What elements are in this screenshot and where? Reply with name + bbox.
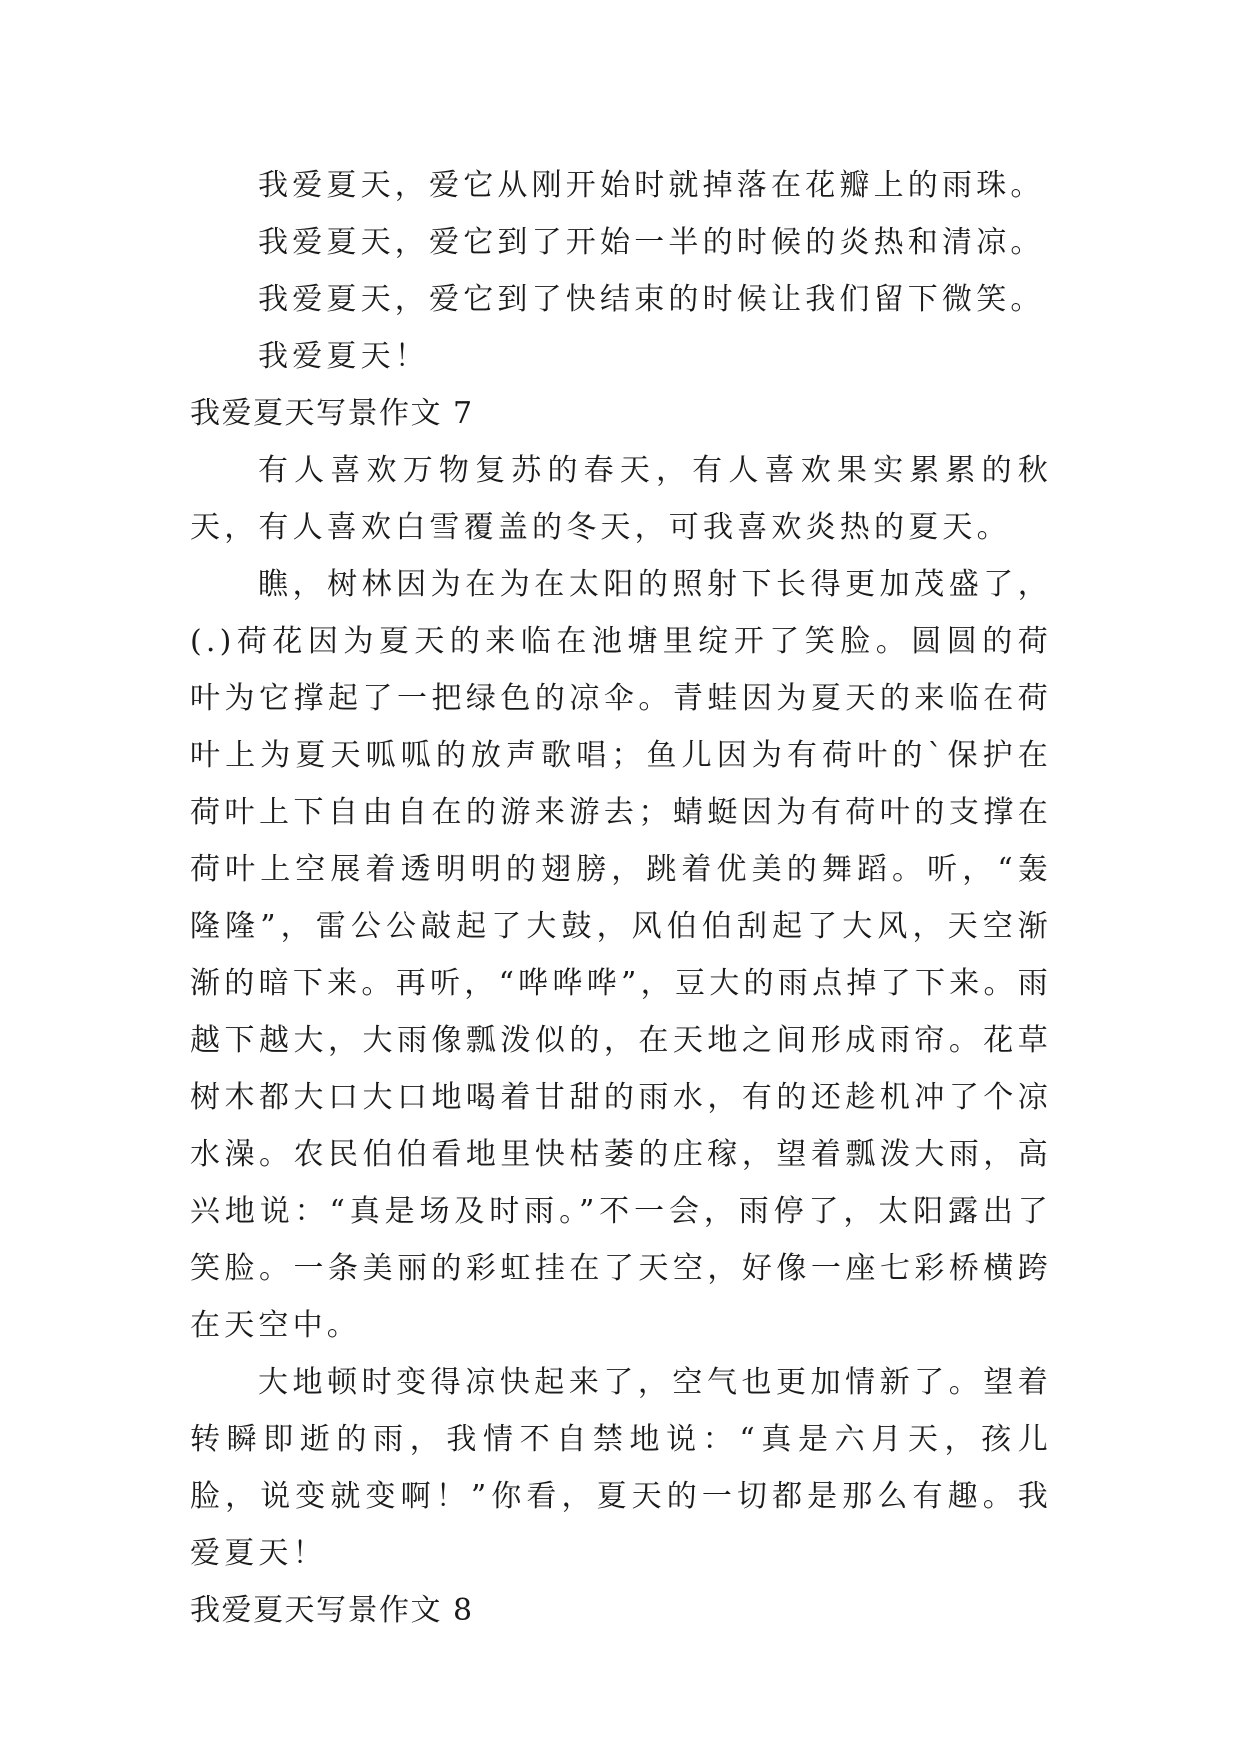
paragraph: 有人喜欢万物复苏的春天，有人喜欢果实累累的秋天，有人喜欢白雪覆盖的冬天，可我喜欢炎热的夏天。 bbox=[190, 453, 1052, 545]
paragraph: 我爱夏天，爱它到了开始一半的时候的炎热和清凉。 bbox=[258, 225, 1045, 260]
paragraph: 瞧，树林因为在为在太阳的照射下长得更加茂盛了，(.)荷花因为夏天的来临在池塘里绽开了笑脸。圆圆的荷叶为它撑起了一把绿色的凉伞。青蛙因为夏天的来临在荷叶上为夏天呱呱的放声歌唱；鱼儿因为有荷叶的`保护在荷叶上下自由自在的游来游去；蜻蜓因为有荷叶的支撑在荷叶上空展着透明明的翅膀，跳着优美的舞蹈。听，“轰隆隆”，雷公公敲起了大鼓，风伯伯刮起了大风，天空渐渐的暗下来。再听，“哗哗哗”，豆大的雨点掉了下来。雨越下越大，大雨像瓢泼似的，在天地之间形成雨帘。花草树木都大口大口地喝着甘甜的雨水，有的还趁机冲了个凉水澡。农民伯伯看地里快枯萎的庄稼，望着瓢泼大雨，高兴地说：“真是场及时雨。”不一会，雨停了，太阳露出了笑脸。一条美丽的彩虹挂在了天空，好像一座七彩桥横跨在天空中。 bbox=[190, 567, 1052, 1343]
paragraph: 我爱夏天，爱它到了快结束的时候让我们留下微笑。 bbox=[258, 282, 1045, 317]
section-title-7: 我爱夏天写景作文 7 bbox=[190, 396, 474, 431]
paragraph: 我爱夏天，爱它从刚开始时就掉落在花瓣上的雨珠。 bbox=[258, 168, 1045, 203]
section-title-8: 我爱夏天写景作文 8 bbox=[190, 1593, 474, 1628]
paragraph: 大地顿时变得凉快起来了，空气也更加情新了。望着转瞬即逝的雨，我情不自禁地说：“真是六月天，孩儿脸，说变就变啊！”你看，夏天的一切都是那么有趣。我爱夏天！ bbox=[190, 1365, 1052, 1571]
document-body bbox=[190, 157, 1052, 1639]
paragraph: 我爱夏天！ bbox=[258, 339, 429, 374]
